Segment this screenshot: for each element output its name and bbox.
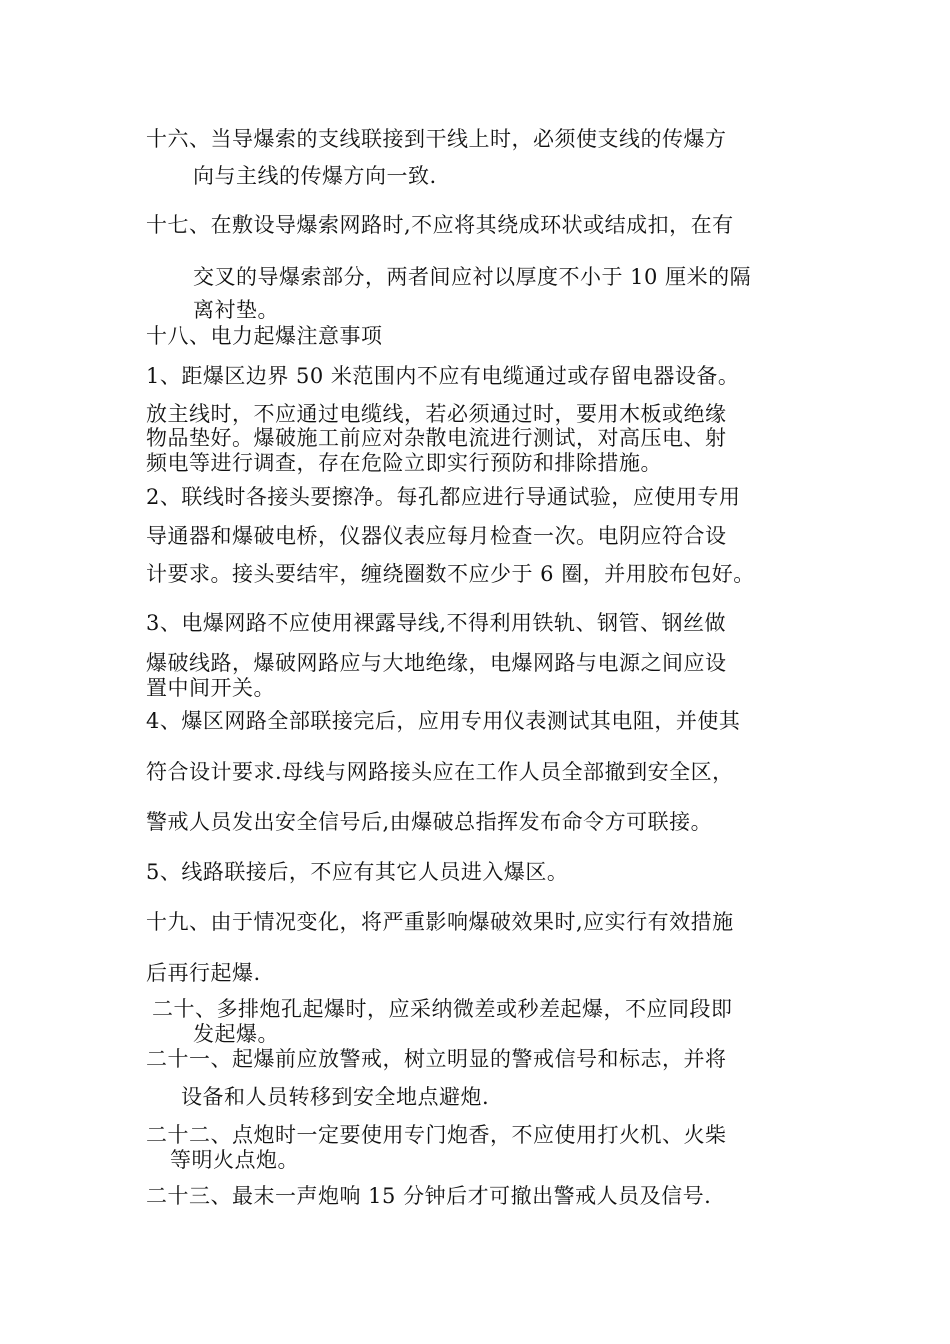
item-18-2-line-3: 计要求。接头要结牢，缠绕圈数不应少于 6 圈，并用胶布包好。 bbox=[146, 562, 755, 586]
item-21-line-1: 二十一、起爆前应放警戒，树立明显的警戒信号和标志，并将 bbox=[146, 1047, 727, 1071]
item-23-line-1: 二十三、最末一声炮响 15 分钟后才可撤出警戒人员及信号. bbox=[146, 1184, 712, 1208]
item-18-4-line-1: 4、爆区网路全部联接完后，应用专用仪表测试其电阻，并使其 bbox=[146, 709, 741, 733]
item-18-1-line-1: 1、距爆区边界 50 米范围内不应有电缆通过或存留电器设备。 bbox=[146, 364, 740, 388]
item-22-line-2: 等明火点炮。 bbox=[170, 1148, 299, 1172]
item-16-line-1: 十六、当导爆索的支线联接到干线上时，必须使支线的传爆方 bbox=[146, 127, 727, 151]
item-20-line-1: 二十、多排炮孔起爆时，应采纳微差或秒差起爆，不应同段即 bbox=[152, 997, 733, 1021]
item-18-4-line-3: 警戒人员发出安全信号后,由爆破总指挥发布命令方可联接。 bbox=[146, 810, 713, 834]
item-18-1-line-3: 物品垫好。爆破施工前应对杂散电流进行测试，对高压电、射 bbox=[146, 426, 727, 450]
item-18-2-line-2: 导通器和爆破电桥，仪器仪表应每月检查一次。电阴应符合设 bbox=[146, 524, 727, 548]
item-20-line-2: 发起爆。 bbox=[193, 1022, 279, 1046]
item-18-1-line-4: 频电等进行调查，存在危险立即实行预防和排除措施。 bbox=[146, 451, 662, 475]
item-18-3-line-1: 3、电爆网路不应使用裸露导线,不得利用铁轨、钢管、钢丝做 bbox=[146, 611, 727, 635]
item-18-2-line-1: 2、联线时各接头要擦净。每孔都应进行导通试验，应使用专用 bbox=[146, 485, 741, 509]
item-19-line-1: 十九、由于情况变化，将严重影响爆破效果时,应实行有效措施 bbox=[146, 910, 734, 934]
item-19-line-2: 后再行起爆. bbox=[146, 961, 261, 985]
item-18-3-line-3: 置中间开关。 bbox=[146, 676, 275, 700]
item-18-3-line-2: 爆破线路，爆破网路应与大地绝缘，电爆网路与电源之间应设 bbox=[146, 651, 727, 675]
item-18-5-line-1: 5、线路联接后，不应有其它人员进入爆区。 bbox=[146, 860, 569, 884]
item-17-line-3: 离衬垫。 bbox=[193, 298, 279, 322]
item-18-4-line-2: 符合设计要求.母线与网路接头应在工作人员全部撤到安全区， bbox=[146, 760, 734, 784]
item-22-line-1: 二十二、点炮时一定要使用专门炮香，不应使用打火机、火柴 bbox=[146, 1123, 727, 1147]
item-21-line-2: 设备和人员转移到安全地点避炮. bbox=[181, 1085, 490, 1109]
item-17-line-1: 十七、在敷设导爆索网路时,不应将其绕成环状或结成扣，在有 bbox=[146, 213, 734, 237]
item-16-line-2: 向与主线的传爆方向一致. bbox=[193, 164, 437, 188]
item-18-1-line-2: 放主线时，不应通过电缆线，若必须通过时，要用木板或绝缘 bbox=[146, 402, 727, 426]
item-18-heading: 十八、电力起爆注意事项 bbox=[146, 324, 383, 348]
item-17-line-2: 交叉的导爆索部分，两者间应衬以厚度不小于 10 厘米的隔 bbox=[193, 265, 752, 289]
